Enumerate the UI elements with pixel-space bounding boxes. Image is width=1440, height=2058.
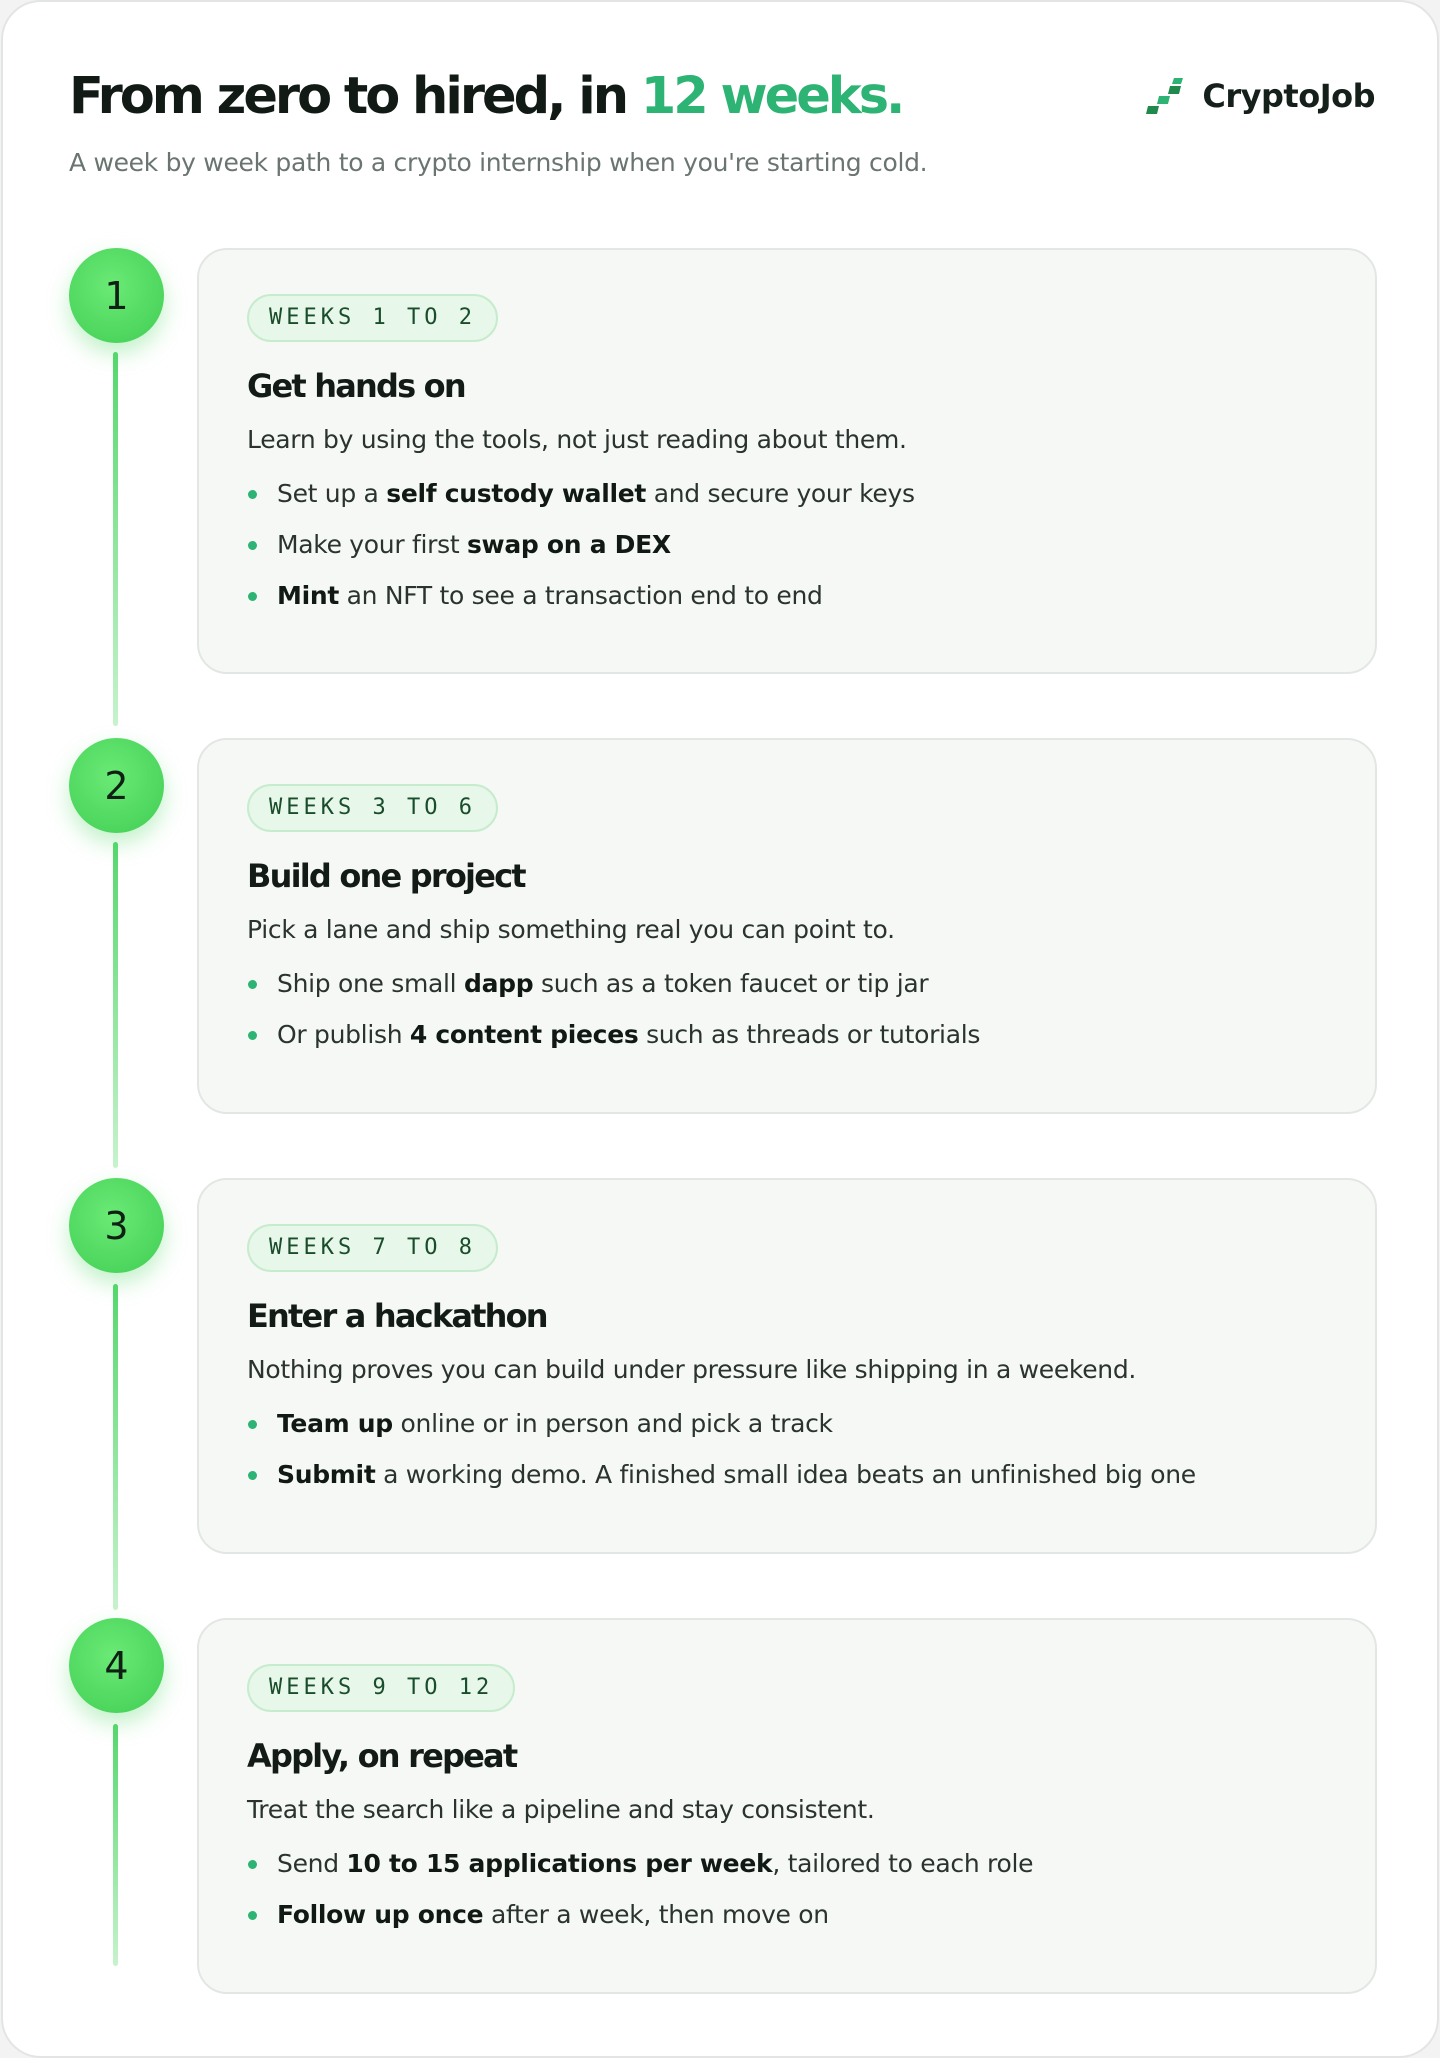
task-emphasis: Team up xyxy=(277,1409,393,1438)
page-title-accent: 12 weeks. xyxy=(640,67,903,126)
step-title: Apply, on repeat xyxy=(247,1737,517,1775)
task-emphasis: 4 content pieces xyxy=(409,1020,639,1049)
step-task-list xyxy=(247,1847,1327,1931)
bullet-dot-icon xyxy=(248,541,257,550)
task-emphasis: Submit xyxy=(277,1460,376,1489)
bullet-dot-icon xyxy=(248,1860,257,1869)
task-emphasis: swap on a DEX xyxy=(466,530,671,559)
header xyxy=(69,62,1375,192)
task-text: such as a token faucet or tip jar xyxy=(533,969,929,998)
task-text: a working demo. A finished small idea beats an unfinished big one xyxy=(375,1460,1196,1489)
task-text: and secure your keys xyxy=(646,479,915,508)
task-emphasis: self custody wallet xyxy=(386,479,647,508)
week-range-badge: WEEKS 1 TO 2 xyxy=(247,294,498,342)
step-description: Pick a lane and ship something real you can point to. xyxy=(247,915,895,944)
task-text: online or in person and pick a track xyxy=(392,1409,833,1438)
week-range-badge: WEEKS 3 TO 6 xyxy=(247,784,498,832)
step-number: 2 xyxy=(69,738,164,833)
task-text: Ship one small xyxy=(277,969,464,998)
task-emphasis: dapp xyxy=(463,969,534,998)
task-item xyxy=(247,1458,1327,1491)
bullet-dot-icon xyxy=(248,980,257,989)
task-item xyxy=(247,477,1327,510)
timeline-rail xyxy=(113,1284,118,1610)
step-card xyxy=(197,1178,1377,1554)
step-title: Enter a hackathon xyxy=(247,1297,547,1335)
bullet-dot-icon xyxy=(248,592,257,601)
task-text: such as threads or tutorials xyxy=(638,1020,981,1049)
step-number: 1 xyxy=(69,248,164,343)
task-emphasis: Mint xyxy=(277,581,339,610)
task-item xyxy=(247,1407,1327,1440)
task-text: Or publish xyxy=(277,1020,410,1049)
task-text: Send xyxy=(277,1849,347,1878)
bullet-dot-icon xyxy=(248,1031,257,1040)
task-text: Set up a xyxy=(277,479,387,508)
page-title-prefix: From zero to hired, in xyxy=(69,67,641,126)
step-task-list xyxy=(247,1407,1327,1491)
task-text: , tailored to each role xyxy=(772,1849,1034,1878)
task-text: after a week, then move on xyxy=(483,1900,829,1929)
task-item xyxy=(247,1018,1327,1051)
task-item xyxy=(247,967,1327,1000)
task-item xyxy=(247,1847,1327,1880)
step-card xyxy=(197,248,1377,674)
step-title: Build one project xyxy=(247,857,525,895)
stair-logo-icon xyxy=(1144,76,1184,116)
timeline-rail xyxy=(113,352,118,726)
week-range-badge: WEEKS 9 TO 12 xyxy=(247,1664,515,1712)
task-item xyxy=(247,1898,1327,1931)
bullet-dot-icon xyxy=(248,1911,257,1920)
step-task-list xyxy=(247,477,1327,612)
page-subtitle: A week by week path to a crypto internship when you're starting cold. xyxy=(69,148,928,177)
page-canvas xyxy=(1,0,1439,2058)
step-card xyxy=(197,1618,1377,1994)
brand-name: CryptoJob xyxy=(1202,77,1375,115)
bullet-dot-icon xyxy=(248,1471,257,1480)
task-item xyxy=(247,528,1327,561)
step-number: 3 xyxy=(69,1178,164,1273)
step-task-list xyxy=(247,967,1327,1051)
step-description: Nothing proves you can build under pressure like shipping in a weekend. xyxy=(247,1355,1137,1384)
timeline-rail xyxy=(113,842,118,1168)
step-number: 4 xyxy=(69,1618,164,1713)
task-item xyxy=(247,579,1327,612)
step-card xyxy=(197,738,1377,1114)
task-emphasis: 10 to 15 applications per week xyxy=(346,1849,773,1878)
bullet-dot-icon xyxy=(248,1420,257,1429)
task-text: Make your first xyxy=(277,530,467,559)
week-range-badge: WEEKS 7 TO 8 xyxy=(247,1224,498,1272)
task-emphasis: Follow up once xyxy=(277,1900,484,1929)
timeline-rail xyxy=(113,1724,118,1966)
task-text: an NFT to see a transaction end to end xyxy=(339,581,823,610)
step-description: Treat the search like a pipeline and stay consistent. xyxy=(247,1795,875,1824)
step-description: Learn by using the tools, not just reading about them. xyxy=(247,425,907,454)
brand-logo xyxy=(1144,76,1375,116)
bullet-dot-icon xyxy=(248,490,257,499)
step-title: Get hands on xyxy=(247,367,465,405)
